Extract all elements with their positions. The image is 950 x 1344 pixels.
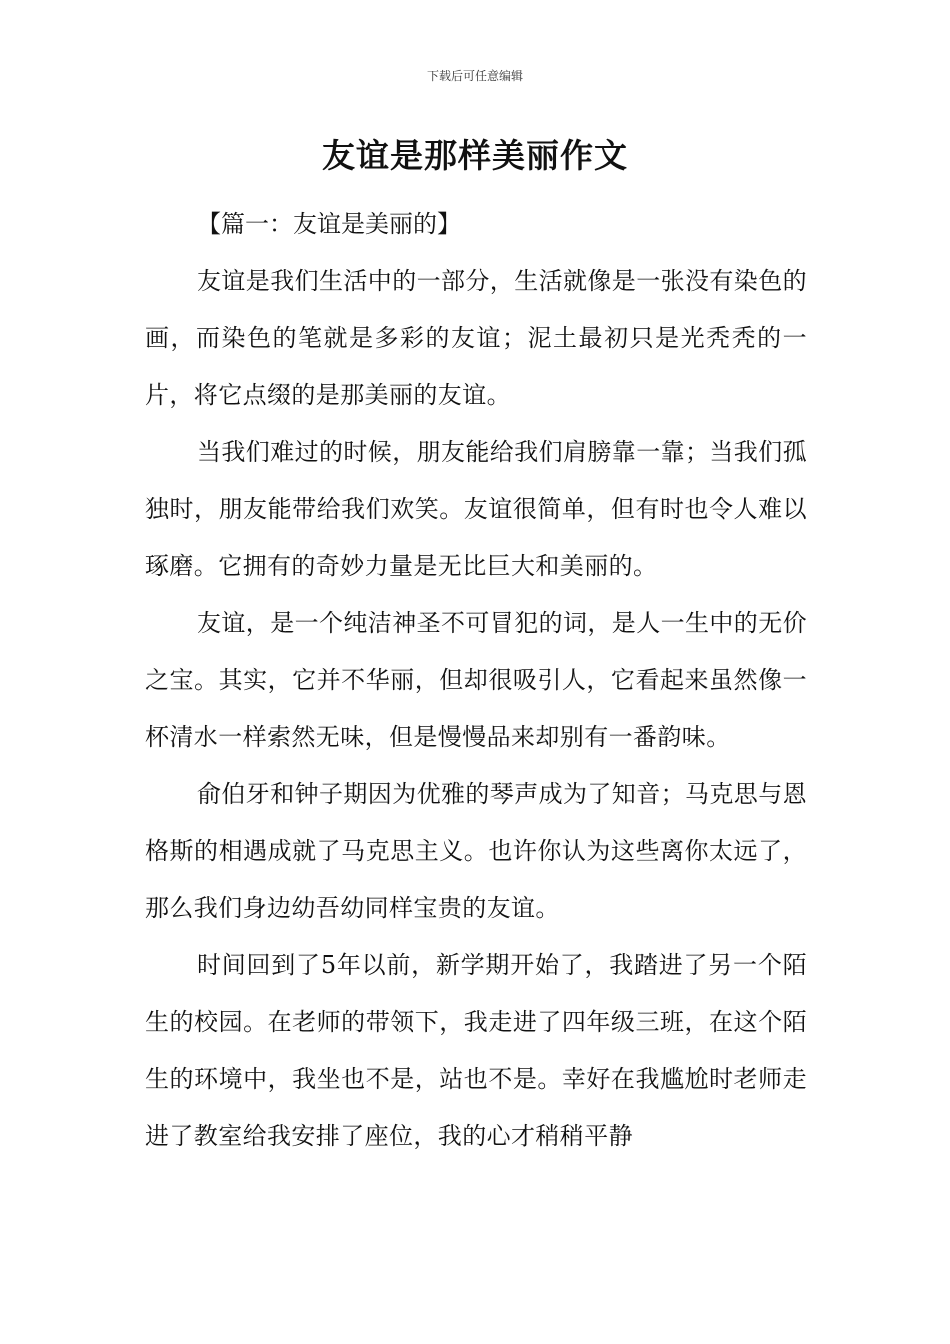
- document-title: 友谊是那样美丽作文: [322, 136, 628, 175]
- paragraph-5: 时间回到了5年以前，新学期开始了，我踏进了另一个陌生的校园。在老师的带领下，我走进了四年级三班，在这个陌生的环境中，我坐也不是，站也不是。幸好在我尴尬时老师走进了教室给我安排了座位，我的心才稍稍平静: [145, 951, 807, 1150]
- paragraph-1: 友谊是我们生活中的一部分，生活就像是一张没有染色的画，而染色的笔就是多彩的友谊；泥土最初只是光秃秃的一片，将它点缀的是那美丽的友谊。: [145, 267, 807, 409]
- paragraph-4: 俞伯牙和钟子期因为优雅的琴声成为了知音；马克思与恩格斯的相遇成就了马克思主义。也许你认为这些离你太远了，那么我们身边幼吾幼同样宝贵的友谊。: [145, 780, 807, 922]
- paragraph-2: 当我们难过的时候，朋友能给我们肩膀靠一靠；当我们孤独时，朋友能带给我们欢笑。友谊很简单，但有时也令人难以琢磨。它拥有的奇妙力量是无比巨大和美丽的。: [145, 438, 807, 580]
- header-note: 下载后可任意编辑: [426, 69, 523, 83]
- section-heading: 【篇一：友谊是美丽的】: [197, 210, 461, 238]
- paragraph-3: 友谊，是一个纯洁神圣不可冒犯的词，是人一生中的无价之宝。其实，它并不华丽，但却很吸引人，它看起来虽然像一杯清水一样索然无味，但是慢慢品来却别有一番韵味。: [145, 609, 807, 751]
- document-body: [145, 196, 807, 1165]
